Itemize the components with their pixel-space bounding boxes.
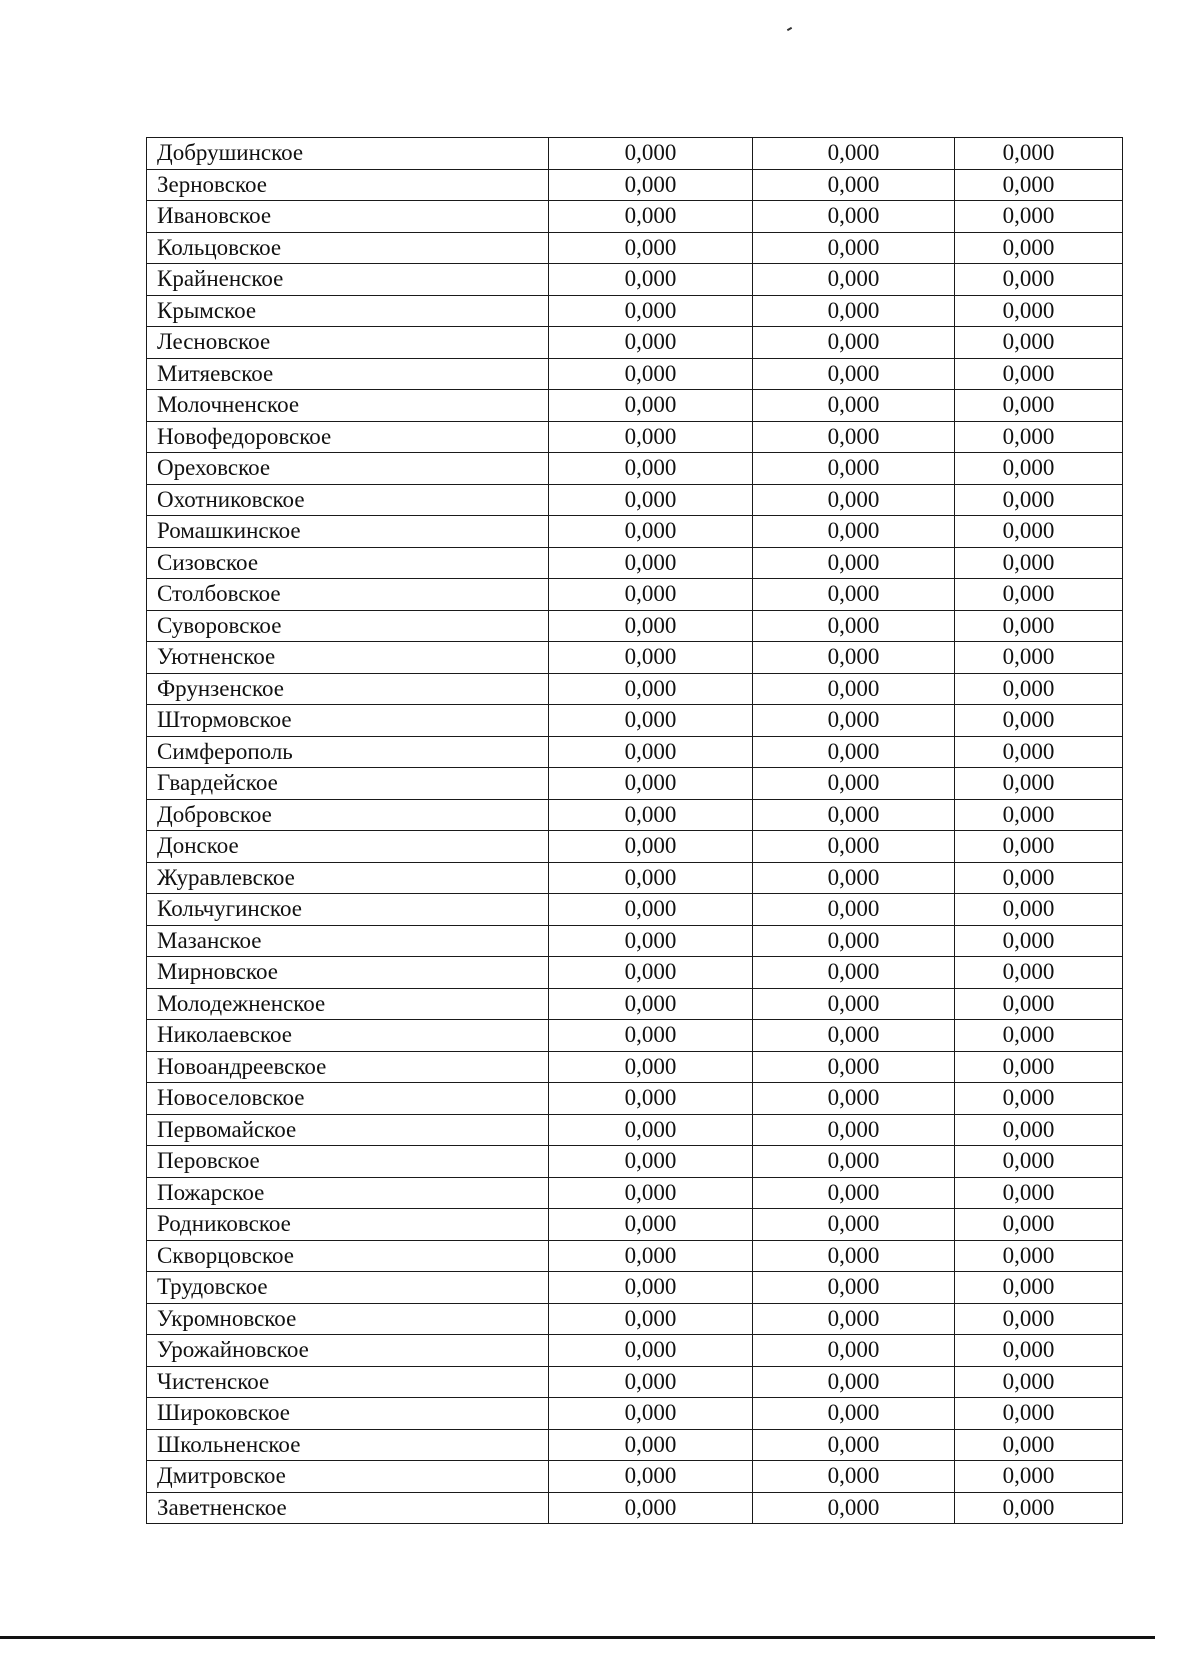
value-1-cell: 0,000 <box>549 484 753 516</box>
value-3-cell: 0,000 <box>955 421 1123 453</box>
settlement-name-cell: Молодежненское <box>147 988 549 1020</box>
settlement-name-cell: Школьненское <box>147 1429 549 1461</box>
table-row <box>147 579 1123 611</box>
settlement-name-cell: Штормовское <box>147 705 549 737</box>
value-3-cell: 0,000 <box>955 327 1123 359</box>
value-2-cell: 0,000 <box>753 1209 955 1241</box>
value-1-cell: 0,000 <box>549 957 753 989</box>
value-2-cell: 0,000 <box>753 201 955 233</box>
value-3-cell: 0,000 <box>955 232 1123 264</box>
settlement-name-cell: Симферополь <box>147 736 549 768</box>
table-row <box>147 988 1123 1020</box>
value-3-cell: 0,000 <box>955 1335 1123 1367</box>
value-2-cell: 0,000 <box>753 1398 955 1430</box>
table-row <box>147 957 1123 989</box>
value-1-cell: 0,000 <box>549 1303 753 1335</box>
value-1-cell: 0,000 <box>549 201 753 233</box>
table-row <box>147 1146 1123 1178</box>
value-2-cell: 0,000 <box>753 736 955 768</box>
value-2-cell: 0,000 <box>753 1177 955 1209</box>
table-row <box>147 421 1123 453</box>
value-1-cell: 0,000 <box>549 705 753 737</box>
value-3-cell: 0,000 <box>955 1272 1123 1304</box>
value-3-cell: 0,000 <box>955 295 1123 327</box>
value-1-cell: 0,000 <box>549 1051 753 1083</box>
value-2-cell: 0,000 <box>753 610 955 642</box>
table-row <box>147 1240 1123 1272</box>
value-2-cell: 0,000 <box>753 547 955 579</box>
value-3-cell: 0,000 <box>955 138 1123 170</box>
value-2-cell: 0,000 <box>753 768 955 800</box>
table-row <box>147 201 1123 233</box>
value-3-cell: 0,000 <box>955 1083 1123 1115</box>
table-row <box>147 831 1123 863</box>
value-2-cell: 0,000 <box>753 1335 955 1367</box>
value-2-cell: 0,000 <box>753 516 955 548</box>
table-row <box>147 736 1123 768</box>
value-3-cell: 0,000 <box>955 1020 1123 1052</box>
value-3-cell: 0,000 <box>955 831 1123 863</box>
table-row <box>147 1272 1123 1304</box>
value-1-cell: 0,000 <box>549 736 753 768</box>
table-row <box>147 327 1123 359</box>
table-row <box>147 390 1123 422</box>
settlement-name-cell: Кольцовское <box>147 232 549 264</box>
value-3-cell: 0,000 <box>955 1429 1123 1461</box>
value-1-cell: 0,000 <box>549 1114 753 1146</box>
value-1-cell: 0,000 <box>549 1335 753 1367</box>
value-2-cell: 0,000 <box>753 1114 955 1146</box>
value-1-cell: 0,000 <box>549 295 753 327</box>
value-3-cell: 0,000 <box>955 1146 1123 1178</box>
settlement-name-cell: Дмитровское <box>147 1461 549 1493</box>
value-2-cell: 0,000 <box>753 642 955 674</box>
value-2-cell: 0,000 <box>753 1492 955 1524</box>
settlement-name-cell: Сизовское <box>147 547 549 579</box>
table-body <box>147 138 1123 1524</box>
value-3-cell: 0,000 <box>955 1303 1123 1335</box>
value-2-cell: 0,000 <box>753 988 955 1020</box>
table-row <box>147 1303 1123 1335</box>
value-2-cell: 0,000 <box>753 1272 955 1304</box>
value-1-cell: 0,000 <box>549 232 753 264</box>
settlement-name-cell: Мазанское <box>147 925 549 957</box>
value-2-cell: 0,000 <box>753 327 955 359</box>
value-2-cell: 0,000 <box>753 138 955 170</box>
table-row <box>147 1020 1123 1052</box>
settlement-name-cell: Столбовское <box>147 579 549 611</box>
value-2-cell: 0,000 <box>753 831 955 863</box>
value-3-cell: 0,000 <box>955 894 1123 926</box>
value-2-cell: 0,000 <box>753 673 955 705</box>
value-2-cell: 0,000 <box>753 264 955 296</box>
value-1-cell: 0,000 <box>549 1429 753 1461</box>
value-3-cell: 0,000 <box>955 862 1123 894</box>
value-2-cell: 0,000 <box>753 957 955 989</box>
settlement-name-cell: Молочненское <box>147 390 549 422</box>
settlement-name-cell: Николаевское <box>147 1020 549 1052</box>
settlement-name-cell: Ореховское <box>147 453 549 485</box>
value-1-cell: 0,000 <box>549 421 753 453</box>
table-row <box>147 894 1123 926</box>
value-1-cell: 0,000 <box>549 988 753 1020</box>
value-1-cell: 0,000 <box>549 169 753 201</box>
value-3-cell: 0,000 <box>955 358 1123 390</box>
value-2-cell: 0,000 <box>753 358 955 390</box>
value-3-cell: 0,000 <box>955 1366 1123 1398</box>
value-1-cell: 0,000 <box>549 1083 753 1115</box>
settlement-name-cell: Охотниковское <box>147 484 549 516</box>
settlement-name-cell: Лесновское <box>147 327 549 359</box>
value-2-cell: 0,000 <box>753 1240 955 1272</box>
settlement-name-cell: Родниковское <box>147 1209 549 1241</box>
table-row <box>147 1083 1123 1115</box>
table-row <box>147 453 1123 485</box>
bottom-rule <box>0 1636 1155 1639</box>
table-row <box>147 1335 1123 1367</box>
settlement-name-cell: Зерновское <box>147 169 549 201</box>
value-3-cell: 0,000 <box>955 516 1123 548</box>
settlement-name-cell: Первомайское <box>147 1114 549 1146</box>
value-1-cell: 0,000 <box>549 673 753 705</box>
value-3-cell: 0,000 <box>955 484 1123 516</box>
scan-mark <box>787 27 792 31</box>
settlement-name-cell: Урожайновское <box>147 1335 549 1367</box>
value-2-cell: 0,000 <box>753 232 955 264</box>
value-2-cell: 0,000 <box>753 484 955 516</box>
settlement-name-cell: Новофедоровское <box>147 421 549 453</box>
value-2-cell: 0,000 <box>753 421 955 453</box>
value-1-cell: 0,000 <box>549 1366 753 1398</box>
value-3-cell: 0,000 <box>955 705 1123 737</box>
value-3-cell: 0,000 <box>955 264 1123 296</box>
value-2-cell: 0,000 <box>753 169 955 201</box>
settlement-name-cell: Ивановское <box>147 201 549 233</box>
value-3-cell: 0,000 <box>955 390 1123 422</box>
value-3-cell: 0,000 <box>955 642 1123 674</box>
settlement-name-cell: Заветненское <box>147 1492 549 1524</box>
table-row <box>147 705 1123 737</box>
value-3-cell: 0,000 <box>955 1461 1123 1493</box>
settlement-name-cell: Перовское <box>147 1146 549 1178</box>
value-1-cell: 0,000 <box>549 768 753 800</box>
value-1-cell: 0,000 <box>549 1398 753 1430</box>
value-3-cell: 0,000 <box>955 169 1123 201</box>
value-2-cell: 0,000 <box>753 1461 955 1493</box>
table-row <box>147 610 1123 642</box>
value-1-cell: 0,000 <box>549 1209 753 1241</box>
settlement-name-cell: Суворовское <box>147 610 549 642</box>
value-3-cell: 0,000 <box>955 201 1123 233</box>
settlement-name-cell: Новоселовское <box>147 1083 549 1115</box>
value-2-cell: 0,000 <box>753 1146 955 1178</box>
settlement-name-cell: Укромновское <box>147 1303 549 1335</box>
value-2-cell: 0,000 <box>753 1429 955 1461</box>
value-1-cell: 0,000 <box>549 390 753 422</box>
value-2-cell: 0,000 <box>753 1366 955 1398</box>
value-2-cell: 0,000 <box>753 295 955 327</box>
table-row <box>147 1209 1123 1241</box>
value-3-cell: 0,000 <box>955 1114 1123 1146</box>
value-2-cell: 0,000 <box>753 862 955 894</box>
settlement-name-cell: Журавлевское <box>147 862 549 894</box>
value-1-cell: 0,000 <box>549 547 753 579</box>
value-1-cell: 0,000 <box>549 1020 753 1052</box>
value-1-cell: 0,000 <box>549 799 753 831</box>
table-row <box>147 264 1123 296</box>
table-row <box>147 1429 1123 1461</box>
settlement-name-cell: Ромашкинское <box>147 516 549 548</box>
value-1-cell: 0,000 <box>549 1240 753 1272</box>
value-2-cell: 0,000 <box>753 925 955 957</box>
settlement-name-cell: Добровское <box>147 799 549 831</box>
settlements-table <box>146 137 1123 1524</box>
table-row <box>147 1366 1123 1398</box>
settlement-name-cell: Митяевское <box>147 358 549 390</box>
value-1-cell: 0,000 <box>549 579 753 611</box>
value-1-cell: 0,000 <box>549 894 753 926</box>
value-3-cell: 0,000 <box>955 453 1123 485</box>
value-2-cell: 0,000 <box>753 799 955 831</box>
settlement-name-cell: Кольчугинское <box>147 894 549 926</box>
value-1-cell: 0,000 <box>549 327 753 359</box>
value-2-cell: 0,000 <box>753 894 955 926</box>
value-1-cell: 0,000 <box>549 516 753 548</box>
settlement-name-cell: Гвардейское <box>147 768 549 800</box>
value-3-cell: 0,000 <box>955 1051 1123 1083</box>
settlement-name-cell: Широковское <box>147 1398 549 1430</box>
table-row <box>147 1177 1123 1209</box>
table-row <box>147 1114 1123 1146</box>
table-row <box>147 768 1123 800</box>
table-row <box>147 295 1123 327</box>
value-3-cell: 0,000 <box>955 1240 1123 1272</box>
table-row <box>147 1492 1123 1524</box>
table-row <box>147 516 1123 548</box>
settlement-name-cell: Трудовское <box>147 1272 549 1304</box>
value-1-cell: 0,000 <box>549 831 753 863</box>
value-3-cell: 0,000 <box>955 925 1123 957</box>
table-row <box>147 138 1123 170</box>
settlement-name-cell: Фрунзенское <box>147 673 549 705</box>
table-row <box>147 799 1123 831</box>
settlement-name-cell: Крымское <box>147 295 549 327</box>
table-row <box>147 547 1123 579</box>
value-3-cell: 0,000 <box>955 1398 1123 1430</box>
value-3-cell: 0,000 <box>955 768 1123 800</box>
settlement-name-cell: Крайненское <box>147 264 549 296</box>
settlement-name-cell: Скворцовское <box>147 1240 549 1272</box>
value-1-cell: 0,000 <box>549 358 753 390</box>
value-3-cell: 0,000 <box>955 547 1123 579</box>
value-3-cell: 0,000 <box>955 957 1123 989</box>
value-3-cell: 0,000 <box>955 610 1123 642</box>
value-1-cell: 0,000 <box>549 1461 753 1493</box>
value-1-cell: 0,000 <box>549 925 753 957</box>
table-row <box>147 673 1123 705</box>
value-3-cell: 0,000 <box>955 673 1123 705</box>
value-1-cell: 0,000 <box>549 642 753 674</box>
table-row <box>147 484 1123 516</box>
settlement-name-cell: Уютненское <box>147 642 549 674</box>
settlement-name-cell: Добрушинское <box>147 138 549 170</box>
value-1-cell: 0,000 <box>549 1146 753 1178</box>
value-1-cell: 0,000 <box>549 138 753 170</box>
table-row <box>147 862 1123 894</box>
settlement-name-cell: Новоандреевское <box>147 1051 549 1083</box>
value-1-cell: 0,000 <box>549 610 753 642</box>
value-3-cell: 0,000 <box>955 1209 1123 1241</box>
table-row <box>147 169 1123 201</box>
value-1-cell: 0,000 <box>549 453 753 485</box>
value-1-cell: 0,000 <box>549 1177 753 1209</box>
table-row <box>147 1461 1123 1493</box>
table-row <box>147 925 1123 957</box>
value-3-cell: 0,000 <box>955 799 1123 831</box>
value-2-cell: 0,000 <box>753 390 955 422</box>
value-3-cell: 0,000 <box>955 1177 1123 1209</box>
value-3-cell: 0,000 <box>955 1492 1123 1524</box>
settlement-name-cell: Донское <box>147 831 549 863</box>
value-2-cell: 0,000 <box>753 1083 955 1115</box>
table-row <box>147 358 1123 390</box>
value-3-cell: 0,000 <box>955 988 1123 1020</box>
value-2-cell: 0,000 <box>753 1051 955 1083</box>
value-1-cell: 0,000 <box>549 862 753 894</box>
table-row <box>147 642 1123 674</box>
table-row <box>147 1051 1123 1083</box>
value-1-cell: 0,000 <box>549 1492 753 1524</box>
value-2-cell: 0,000 <box>753 705 955 737</box>
table-row <box>147 1398 1123 1430</box>
value-1-cell: 0,000 <box>549 264 753 296</box>
value-2-cell: 0,000 <box>753 579 955 611</box>
value-2-cell: 0,000 <box>753 453 955 485</box>
value-3-cell: 0,000 <box>955 736 1123 768</box>
table-row <box>147 232 1123 264</box>
settlement-name-cell: Чистенское <box>147 1366 549 1398</box>
value-2-cell: 0,000 <box>753 1303 955 1335</box>
settlement-name-cell: Пожарское <box>147 1177 549 1209</box>
value-3-cell: 0,000 <box>955 579 1123 611</box>
value-2-cell: 0,000 <box>753 1020 955 1052</box>
settlement-name-cell: Мирновское <box>147 957 549 989</box>
value-1-cell: 0,000 <box>549 1272 753 1304</box>
